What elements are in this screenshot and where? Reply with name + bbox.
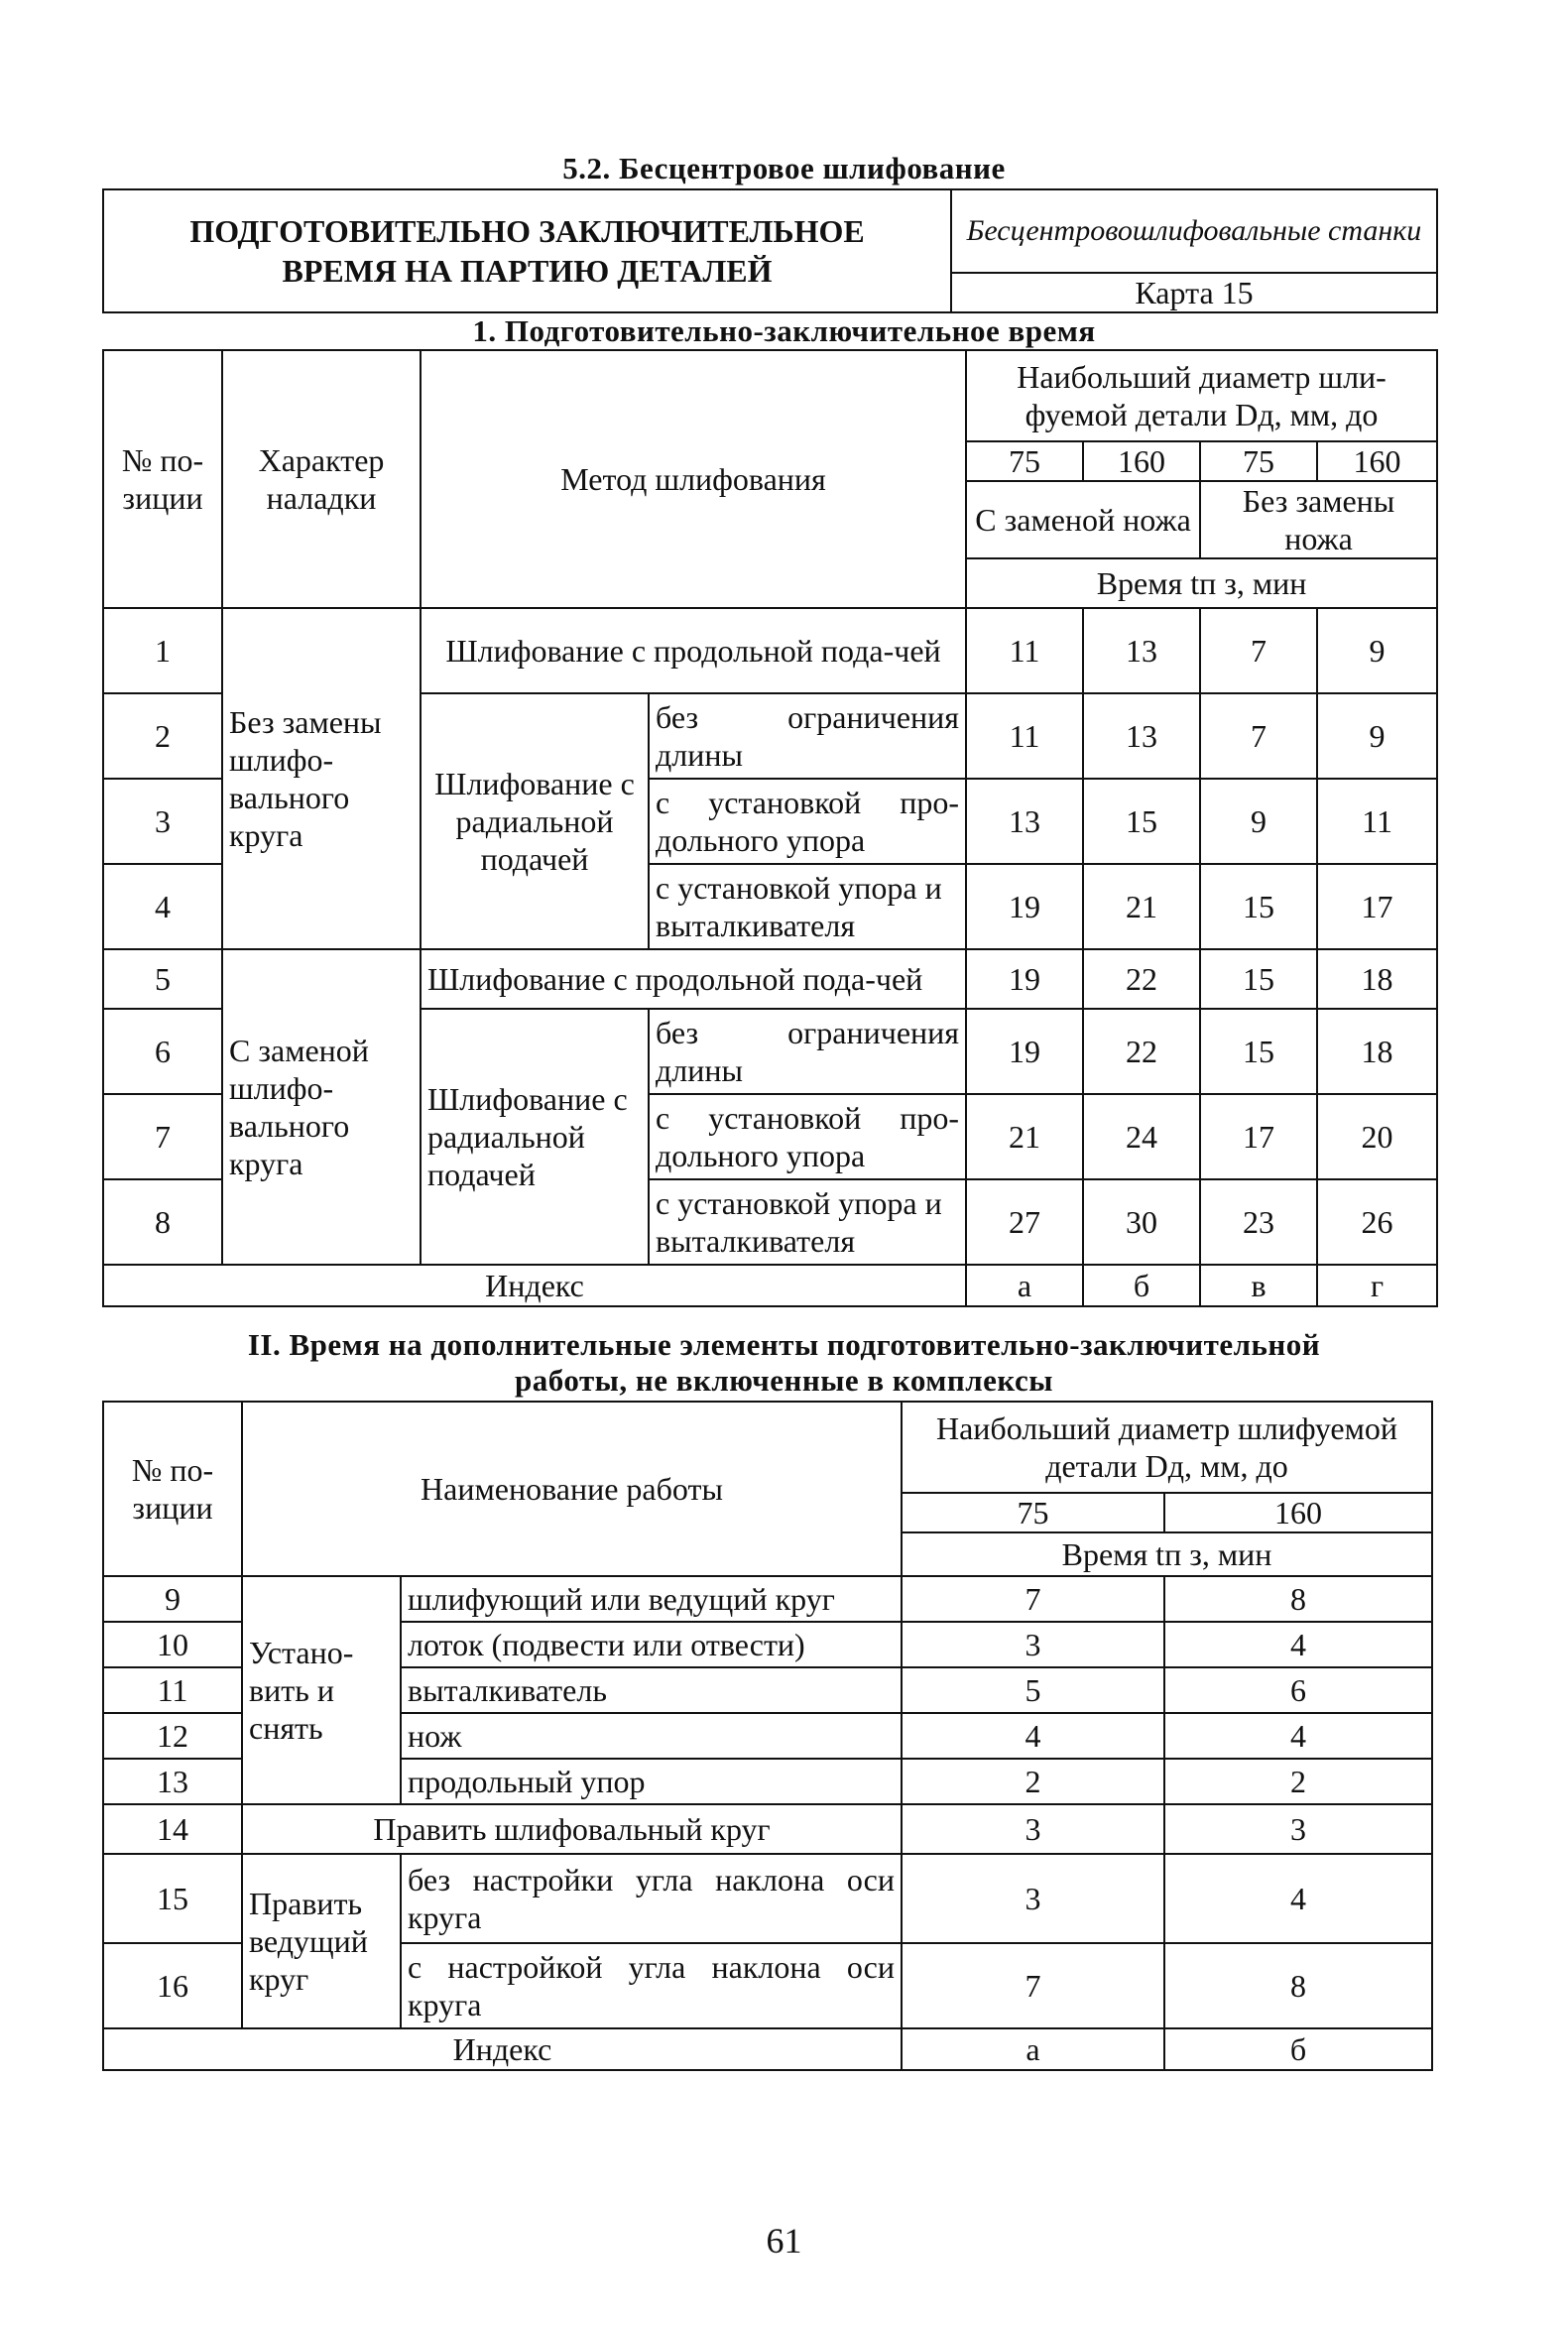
- t1-setup-no-wheel-change: Без замены шлифо-вального круга: [222, 608, 421, 949]
- t1-submethod-no-limit: без ограничения длины: [649, 693, 966, 779]
- t2-header-diameter: Наибольший диаметр шлифуемой детали Dд, мм, до: [902, 1402, 1432, 1493]
- t1-cell: 17: [1200, 1094, 1317, 1179]
- t2-cell: 7: [902, 1943, 1164, 2028]
- t1-row-pos: 8: [103, 1179, 222, 1265]
- t2-cell: 4: [902, 1713, 1164, 1759]
- table2-title-line1: II. Время на дополнительные элементы подготовительно-заключительной: [247, 1327, 1321, 1362]
- page-number: 61: [766, 2221, 802, 2261]
- t2-cell: 2: [902, 1759, 1164, 1804]
- t1-setup-with-wheel-change: С заменой шлифо-вального круга: [222, 949, 421, 1265]
- t1-row-pos: 5: [103, 949, 222, 1009]
- t1-header-diameter: Наибольший диаметр шли-фуемой детали Dд, мм, до: [966, 350, 1437, 441]
- t2-cell: 2: [1164, 1759, 1432, 1804]
- t2-header-time: Время tп з, мин: [902, 1532, 1432, 1576]
- t2-row-pos: 16: [103, 1943, 242, 2028]
- t1-cell: 20: [1317, 1094, 1437, 1179]
- t1-cell: 13: [1083, 693, 1200, 779]
- t2-index-cell: б: [1164, 2028, 1432, 2070]
- t1-submethod-stop-ejector: с установкой упора и выталкивателя: [649, 864, 966, 949]
- t2-group-install-remove: Устано-вить и снять: [242, 1576, 401, 1804]
- t2-cell: 4: [1164, 1713, 1432, 1759]
- card-number: Карта 15: [951, 273, 1437, 312]
- t1-cell: 18: [1317, 949, 1437, 1009]
- t2-cell: 6: [1164, 1667, 1432, 1713]
- t1-cell: 11: [966, 608, 1083, 693]
- t1-cell: 15: [1200, 949, 1317, 1009]
- t1-cell: 24: [1083, 1094, 1200, 1179]
- t1-cell: 19: [966, 864, 1083, 949]
- t1-cell: 21: [966, 1094, 1083, 1179]
- t2-index-label: Индекс: [103, 2028, 902, 2070]
- t2-row-pos: 13: [103, 1759, 242, 1804]
- t1-cell: 30: [1083, 1179, 1200, 1265]
- t1-cell: 7: [1200, 693, 1317, 779]
- t2-row-pos: 11: [103, 1667, 242, 1713]
- t1-index-cell: б: [1083, 1265, 1200, 1306]
- t1-header-d3: 75: [1200, 441, 1317, 481]
- t1-cell: 27: [966, 1179, 1083, 1265]
- t1-row-pos: 1: [103, 608, 222, 693]
- t1-header-method: Метод шлифования: [421, 350, 966, 608]
- t2-row-name: продольный упор: [401, 1759, 902, 1804]
- t2-row-name: лоток (подвести или отвести): [401, 1622, 902, 1667]
- t1-cell: 13: [1083, 608, 1200, 693]
- t1-header-d2: 160: [1083, 441, 1200, 481]
- t1-row-pos: 4: [103, 864, 222, 949]
- table2-title: [0, 1327, 1568, 1399]
- t2-cell: 3: [1164, 1804, 1432, 1854]
- t2-row-name: шлифующий или ведущий круг: [401, 1576, 902, 1622]
- t1-submethod-stop: с установкой про-дольного упора: [649, 779, 966, 864]
- t1-index-cell: в: [1200, 1265, 1317, 1306]
- t1-index-label: Индекс: [103, 1265, 966, 1306]
- t2-group-straighten-wheel: Править шлифовальный круг: [242, 1804, 902, 1854]
- t1-cell: 15: [1200, 864, 1317, 949]
- t1-method-longitudinal: [421, 949, 966, 1009]
- t1-header-with-knife: С заменой ножа: [966, 481, 1200, 558]
- t2-row-pos: 9: [103, 1576, 242, 1622]
- header-title: [103, 189, 951, 312]
- t2-row-name: нож: [401, 1713, 902, 1759]
- t2-row-pos: 12: [103, 1713, 242, 1759]
- t2-header-pos: № по-зиции: [103, 1402, 242, 1576]
- t1-cell: 9: [1317, 693, 1437, 779]
- t2-group-straighten-drive: Править ведущий круг: [242, 1854, 401, 2028]
- t2-cell: 3: [902, 1622, 1164, 1667]
- t1-index-cell: а: [966, 1265, 1083, 1306]
- t1-row-pos: 2: [103, 693, 222, 779]
- t2-cell: 4: [1164, 1854, 1432, 1943]
- t1-cell: 21: [1083, 864, 1200, 949]
- t1-cell: 11: [966, 693, 1083, 779]
- t1-submethod-stop-ejector: с установкой упора и выталкивателя: [649, 1179, 966, 1265]
- t2-row-pos: 14: [103, 1804, 242, 1854]
- t1-cell: 9: [1317, 608, 1437, 693]
- t1-cell: 19: [966, 949, 1083, 1009]
- t1-submethod-stop: с установкой про-дольного упора: [649, 1094, 966, 1179]
- t2-header-name: Наименование работы: [242, 1402, 902, 1576]
- t1-method-radial: Шлифование с радиальной подачей: [421, 1009, 649, 1265]
- section-title: 5.2. Бесцентровое шлифование: [562, 151, 1006, 185]
- t1-header-without-knife: Без замены ножа: [1200, 481, 1437, 558]
- t1-submethod-no-limit: без ограничения длины: [649, 1009, 966, 1094]
- t1-cell: 7: [1200, 608, 1317, 693]
- t1-method-longitudinal-text: Шлифование с продольной пода-чей: [427, 961, 923, 997]
- t1-method-radial: Шлифование с радиальной подачей: [421, 693, 649, 949]
- t2-cell: 3: [902, 1804, 1164, 1854]
- t2-cell: 5: [902, 1667, 1164, 1713]
- machine-type: Бесцентровошлифовальные станки: [951, 189, 1437, 273]
- t1-index-cell: г: [1317, 1265, 1437, 1306]
- prep-time-table: [102, 349, 1438, 1307]
- additional-time-table: [102, 1401, 1433, 2071]
- t1-cell: 18: [1317, 1009, 1437, 1094]
- t1-header-d4: 160: [1317, 441, 1437, 481]
- t2-row-name: с настройкой угла наклона оси круга: [401, 1943, 902, 2028]
- t1-cell: 22: [1083, 1009, 1200, 1094]
- t2-cell: 8: [1164, 1943, 1432, 2028]
- t2-row-pos: 10: [103, 1622, 242, 1667]
- header-table: [102, 188, 1438, 313]
- table2-title-line2: работы, не включенные в комплексы: [515, 1363, 1053, 1398]
- t2-cell: 8: [1164, 1576, 1432, 1622]
- t1-row-pos: 7: [103, 1094, 222, 1179]
- t2-row-name: без настройки угла наклона оси круга: [401, 1854, 902, 1943]
- t2-cell: 4: [1164, 1622, 1432, 1667]
- header-title-line1: ПОДГОТОВИТЕЛЬНО ЗАКЛЮЧИТЕЛЬНОЕ: [189, 213, 865, 249]
- t2-header-d2: 160: [1164, 1493, 1432, 1532]
- t1-cell: 22: [1083, 949, 1200, 1009]
- t1-cell: 13: [966, 779, 1083, 864]
- table1-title: 1. Подготовительно-заключительное время: [472, 313, 1096, 348]
- t1-row-pos: 3: [103, 779, 222, 864]
- t2-cell: 7: [902, 1576, 1164, 1622]
- t2-row-pos: 15: [103, 1854, 242, 1943]
- header-title-line2: ВРЕМЯ НА ПАРТИЮ ДЕТАЛЕЙ: [282, 253, 773, 289]
- t1-method-longitudinal: Шлифование с продольной пода-чей: [421, 608, 966, 693]
- t2-cell: 3: [902, 1854, 1164, 1943]
- t1-header-d1: 75: [966, 441, 1083, 481]
- t1-cell: 19: [966, 1009, 1083, 1094]
- t1-cell: 11: [1317, 779, 1437, 864]
- t1-cell: 15: [1083, 779, 1200, 864]
- t2-header-d1: 75: [902, 1493, 1164, 1532]
- t1-cell: 15: [1200, 1009, 1317, 1094]
- t1-cell: 9: [1200, 779, 1317, 864]
- t1-cell: 17: [1317, 864, 1437, 949]
- t1-row-pos: 6: [103, 1009, 222, 1094]
- t1-header-time: Время tп з, мин: [966, 558, 1437, 608]
- t1-cell: 26: [1317, 1179, 1437, 1265]
- t2-row-name: выталкиватель: [401, 1667, 902, 1713]
- t1-header-pos: № по-зиции: [103, 350, 222, 608]
- t1-header-setup: Характер наладки: [222, 350, 421, 608]
- t2-index-cell: а: [902, 2028, 1164, 2070]
- t1-cell: 23: [1200, 1179, 1317, 1265]
